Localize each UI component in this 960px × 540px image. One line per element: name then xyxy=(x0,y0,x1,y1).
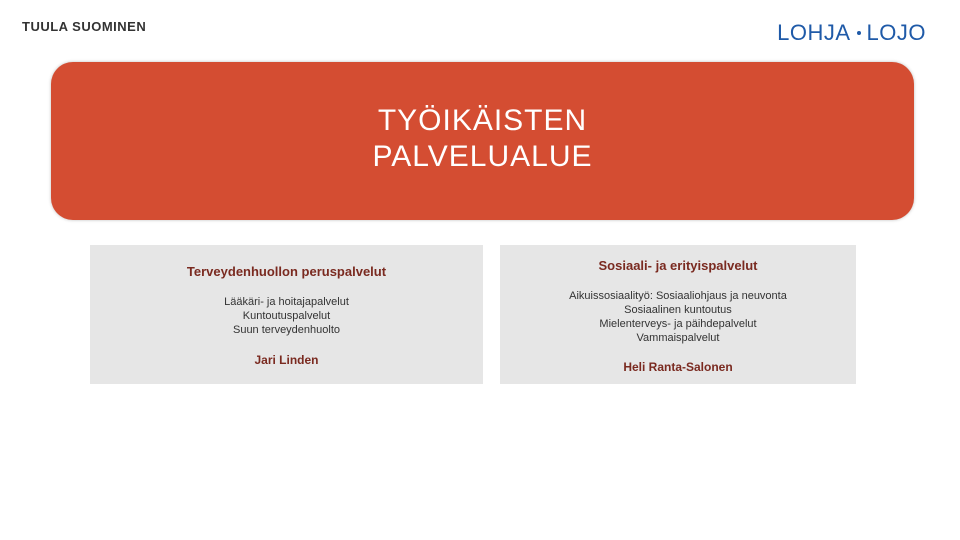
health-service-item: Suun terveydenhuolto xyxy=(232,324,341,336)
banner-title xyxy=(373,103,593,175)
title-banner xyxy=(51,62,914,220)
lohja-lojo-logo xyxy=(777,20,926,46)
social-service-item: Mielenterveys- ja päihdepalvelut xyxy=(599,318,757,330)
banner-title-line2: PALVELUALUE xyxy=(372,139,593,173)
social-service-item: Aikuissosiaalityö: Sosiaaliohjaus ja neuvonta xyxy=(569,290,787,302)
logo-text-lojo: LOJO xyxy=(866,20,926,45)
health-services-manager: Jari Linden xyxy=(254,353,319,367)
logo-dot-icon xyxy=(857,31,861,35)
health-service-item: Kuntoutuspalvelut xyxy=(242,310,331,322)
social-services-box xyxy=(500,245,856,384)
logo-text-lohja: LOHJA xyxy=(777,20,851,45)
health-services-heading: Terveydenhuollon peruspalvelut xyxy=(186,264,387,279)
health-service-item: Lääkäri- ja hoitajapalvelut xyxy=(224,296,349,308)
social-services-heading: Sosiaali- ja erityispalvelut xyxy=(598,258,758,273)
social-service-item: Vammaispalvelut xyxy=(636,332,720,344)
banner-title-line1: TYÖIKÄISTEN xyxy=(377,103,588,137)
health-services-box xyxy=(90,245,483,384)
social-services-manager: Heli Ranta-Salonen xyxy=(623,360,733,374)
author-name: TUULA SUOMINEN xyxy=(22,19,147,34)
social-services-list xyxy=(500,289,856,345)
health-services-list xyxy=(90,295,483,337)
social-service-item: Sosiaalinen kuntoutus xyxy=(624,304,732,316)
